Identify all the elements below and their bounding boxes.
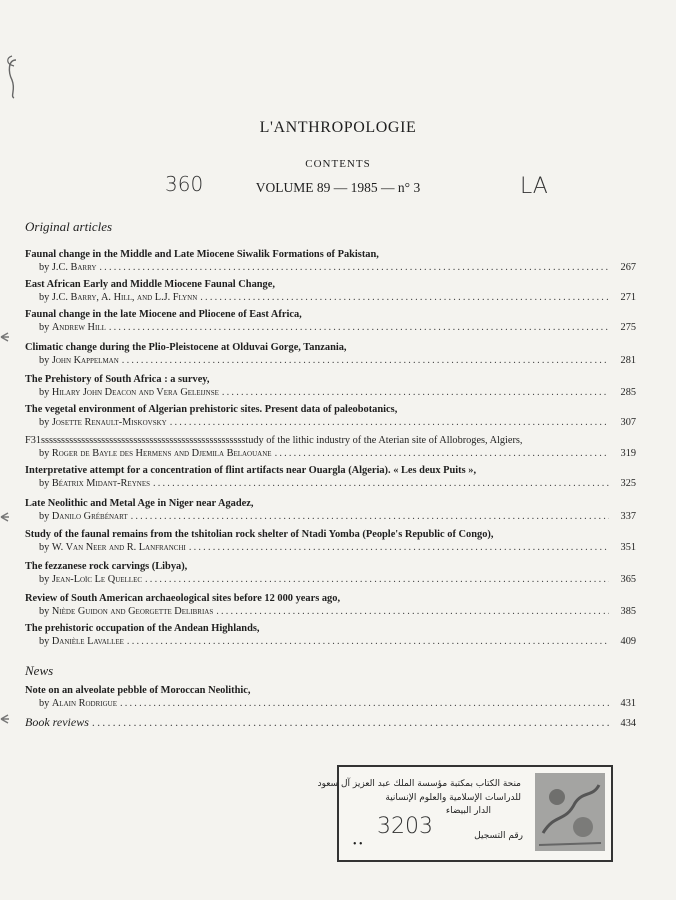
entry-page: 337 (620, 511, 636, 522)
punch-mark (0, 712, 10, 724)
entry-authors: Danilo Grébénart (51, 511, 128, 522)
entry-authors: Danièle Lavallee (51, 636, 124, 647)
entry-title: The prehistoric occupation of the Andean Highlands, (25, 623, 260, 634)
toc-entry: Late Neolithic and Metal Age in Niger near Agadez, by Danilo Grébénart ..... 337 (25, 497, 636, 524)
toc-entry: The vegetal environment of Algerian prehistoric sites. Present data of paleobotanics, by Josette Renault-Miskovsky ..... 307 (25, 403, 636, 430)
entry-authors: J.C. Barry, A. Hill, and L.J. Flynn (51, 292, 198, 303)
toc-entry: East African Early and Middle Miocene Faunal Change, by J.C. Barry, A. Hill, and L.J. Flynn ..... 271 (25, 278, 636, 305)
punch-mark (0, 330, 10, 342)
entry-title: Review of South American archaeological sites before 12 000 years ago, (25, 593, 341, 604)
entry-page: 267 (620, 262, 636, 273)
entry-page: 275 (620, 322, 636, 333)
entry-title: Faunal change in the Middle and Late Miocene Siwalik Formations of Pakistan, (25, 249, 379, 260)
entry-page: 271 (620, 292, 636, 303)
entry-title: Climatic change during the Plio-Pleistocene at Olduvai Gorge, Tanzania, (25, 342, 347, 353)
journal-title: L'ANTHROPOLOGIE (259, 119, 417, 136)
section-original-articles: Original articles (25, 219, 113, 234)
volume-info: VOLUME 89 — 1985 — n° 3 (255, 180, 421, 195)
stamp-seal-icon (535, 773, 605, 851)
entry-title: Study of the faunal remains from the tshitolian rock shelter of Ntadi Yomba (People's Republic of Congo), (25, 529, 494, 540)
entry-title: F31ssssssssssssssssssssssssssssssssssssssssssssssssssstudy of the lithic industry of the Aterian site of Allobroges, Algiers, (25, 435, 523, 446)
stamp-dots: • • (353, 839, 363, 850)
entry-page: 281 (620, 355, 636, 366)
toc-entry: Climatic change during the Plio-Pleistocene at Olduvai Gorge, Tanzania, by John Kappelman ..... 281 (25, 341, 636, 368)
entry-authors: Josette Renault-Miskovsky (51, 417, 167, 428)
entry-page: 365 (620, 574, 636, 585)
entry-authors: Alain Rodrigue (51, 698, 117, 709)
library-stamp (317, 765, 613, 862)
entry-page: 325 (620, 478, 636, 489)
handwritten-number: 360 (165, 172, 204, 196)
entry-title: The vegetal environment of Algerian prehistoric sites. Present data of paleobotanics, (25, 404, 398, 415)
entry-page: 434 (620, 718, 636, 729)
handwritten-initials: LA (520, 174, 548, 199)
toc-entry: Interpretative attempt for a concentration of flint artifacts near Ouargla (Algeria). « Les deux Puits », by Béatrix Midant-Reynes ..... 325 (25, 464, 636, 491)
entry-title: Faunal change in the late Miocene and Pliocene of East Africa, (25, 309, 302, 320)
entry-page: 351 (620, 542, 636, 553)
entry-authors: Béatrix Midant-Reynes (51, 478, 150, 489)
entry-authors: J.C. Barry (51, 262, 97, 273)
entry-page: 409 (620, 636, 636, 647)
stamp-line: منحة الكتاب بمكتبة مؤسسة الملك عبد العزيز آل سعود (317, 779, 521, 789)
entry-title: The fezzanese rock carvings (Libya), (25, 561, 188, 572)
entry-title: Interpretative attempt for a concentration of flint artifacts near Ouargla (Algeria). « Les deux Puits », (25, 465, 477, 476)
toc-entry: Study of the faunal remains from the tshitolian rock shelter of Ntadi Yomba (People's Republic of Congo), by W. Van Neer and R. Lanfranchi ..... 351 (25, 528, 636, 555)
entry-page: 307 (620, 417, 636, 428)
entry-authors: Roger de Bayle des Hermens and Djemila Belaouane (51, 448, 272, 459)
stamp-number: 3203 (377, 814, 433, 839)
entry-authors: Niède Guidon and Georgette Delibrias (51, 606, 214, 617)
entry-title: The Prehistory of South Africa : a survey, (25, 374, 210, 385)
entry-authors: Jean-Loïc Le Quellec (51, 574, 143, 585)
entry-page: 285 (620, 387, 636, 398)
contents-heading: CONTENTS (305, 158, 371, 170)
entry-page: 431 (620, 698, 636, 709)
book-reviews-label: Book reviews (25, 715, 89, 729)
entry-authors: Andrew Hill (51, 322, 106, 333)
toc-entry: Review of South American archaeological sites before 12 000 years ago, by Niède Guidon and Georgette Delibrias ..... 385 (25, 592, 636, 619)
punch-mark (0, 510, 10, 522)
toc-entry: The Prehistory of South Africa : a survey, by Hilary John Deacon and Vera Geleijnse ..... 285 (25, 373, 636, 400)
entry-authors: Hilary John Deacon and Vera Geleijnse (51, 387, 219, 398)
stamp-line: للدراسات الإسلامية والعلوم الإنسانية (385, 793, 521, 803)
toc-entry: The fezzanese rock carvings (Libya), by Jean-Loïc Le Quellec ..... 365 (25, 560, 636, 587)
entry-authors: W. Van Neer and R. Lanfranchi (51, 542, 186, 553)
entry-page: 385 (620, 606, 636, 617)
toc-entry: The prehistoric occupation of the Andean Highlands, by Danièle Lavallee ..... 409 (25, 622, 636, 649)
entry-page: 319 (620, 448, 636, 459)
entry-title: Late Neolithic and Metal Age in Niger near Agadez, (25, 498, 254, 509)
entry-authors: John Kappelman (51, 355, 119, 366)
toc-entry: Faunal change in the Middle and Late Miocene Siwalik Formations of Pakistan, by J.C. Barry ..... 267 (25, 248, 636, 275)
section-news: News (25, 663, 54, 678)
stamp-line: الدار البيضاء (445, 806, 491, 816)
entry-title: Note on an alveolate pebble of Moroccan Neolithic, (25, 685, 251, 696)
stamp-reg-label: رقم التسجيل (474, 831, 523, 841)
toc-entry: F31ssssssssssssssssssssssssssssssssssssssssssssssssssstudy of the lithic industry of the Aterian site of Allobroges, Algiers, by Roger de Bayle des Hermens and Djemila Belaouane ..... 319 (25, 434, 636, 461)
toc-entry: Faunal change in the late Miocene and Pliocene of East Africa, by Andrew Hill ..... 275 (25, 308, 636, 335)
book-reviews-entry (25, 715, 636, 730)
toc-entry: Note on an alveolate pebble of Moroccan Neolithic, by Alain Rodrigue ..... 431 (25, 684, 636, 711)
entry-title: East African Early and Middle Miocene Faunal Change, (25, 279, 275, 290)
paper-clip-icon (0, 52, 30, 102)
